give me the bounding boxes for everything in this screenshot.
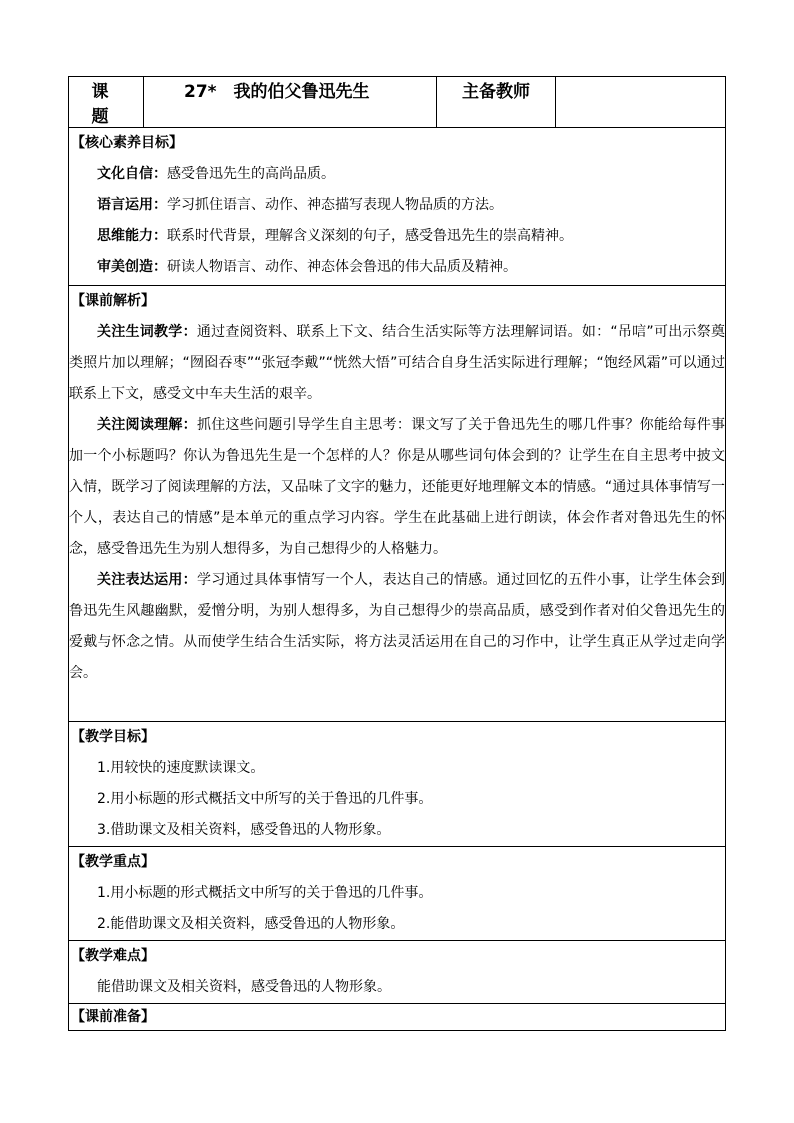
lesson-title: 27* 我的伯父鲁迅先生 (144, 77, 437, 128)
teacher-label: 主备教师 (437, 77, 556, 128)
goal-item: 2.用小标题的形式概括文中所写的关于鲁迅的几件事。 (97, 791, 433, 807)
lesson-plan-table (68, 76, 726, 1031)
core-item (69, 221, 725, 252)
analysis-para-label: 关注阅读理解： (97, 417, 197, 433)
difficulty-section-title: 【教学难点】 (71, 948, 155, 964)
focus-item: 1.用小标题的形式概括文中所写的关于鲁迅的几件事。 (97, 885, 433, 901)
core-item-text: 联系时代背景，理解含义深刻的句子，感受鲁迅先生的崇高精神。 (167, 228, 573, 244)
goal-item: 3.借助课文及相关资料，感受鲁迅的人物形象。 (97, 822, 391, 838)
prep-section-title: 【课前准备】 (71, 1009, 155, 1025)
lesson-plan-page (68, 76, 725, 1031)
focus-section-title: 【教学重点】 (71, 854, 155, 870)
core-item-text: 学习抓住语言、动作、神态描写表现人物品质的方法。 (167, 197, 503, 213)
header-row (69, 77, 726, 128)
core-item-label: 文化自信： (97, 166, 167, 182)
core-item-label: 审美创造： (97, 259, 167, 275)
analysis-para-label: 关注表达运用： (97, 572, 197, 588)
difficulty-section (69, 941, 726, 1004)
analysis-section (69, 286, 726, 722)
core-section-title: 【核心素养目标】 (71, 135, 183, 151)
prep-section (69, 1004, 726, 1031)
core-item-label: 语言运用： (97, 197, 167, 213)
core-item-text: 感受鲁迅先生的高尚品质。 (167, 166, 335, 182)
analysis-para-text: 学习通过具体事情写一个人，表达自己的情感。通过回忆的五件小事，让学生体会到鲁迅先生风趣幽默，爱憎分明，为别人想得多，为自己想得少的崇高品质，感受到作者对伯父鲁迅先生的爱戴与怀念之情。从而使学生结合生活实际，将方法灵活运用在自己的习作中，让学生真正从学过走向学会。 (69, 572, 725, 681)
core-item (69, 159, 725, 190)
analysis-para-text: 通过查阅资料、联系上下文、结合生活实际等方法理解词语。如：“吊唁”可出示祭奠类照片加以理解；“囫囵吞枣”“张冠李戴”“恍然大悟”可结合自身生活实际进行理解；“饱经风霜”可以通过联系上下文，感受文中车夫生活的艰辛。 (69, 324, 725, 402)
topic-label: 课 题 (69, 77, 144, 128)
goals-section-title: 【教学目标】 (71, 729, 155, 745)
core-section (69, 128, 726, 286)
analysis-paragraph (69, 317, 725, 410)
analysis-paragraph (69, 565, 725, 689)
analysis-para-text: 抓住这些问题引导学生自主思考：课文写了关于鲁迅先生的哪几件事？你能给每件事加一个小标题吗？你认为鲁迅先生是一个怎样的人？你是从哪些词句体会到的？让学生在自主思考中披文入情，既学习了阅读理解的方法，又品味了文字的魅力，还能更好地理解文本的情感。“通过具体事情写一个人，表达自己的情感”是本单元的重点学习内容。学生在此基础上进行朗读，体会作者对鲁迅先生的怀念，感受鲁迅先生为别人想得多，为自己想得少的人格魅力。 (69, 417, 725, 557)
analysis-section-title: 【课前解析】 (71, 293, 155, 309)
analysis-paragraph (69, 410, 725, 565)
core-item-label: 思维能力： (97, 228, 167, 244)
goal-item: 1.用较快的速度默读课文。 (97, 760, 265, 776)
focus-section (69, 847, 726, 941)
difficulty-item: 能借助课文及相关资料，感受鲁迅的人物形象。 (97, 979, 391, 995)
focus-item: 2.能借助课文及相关资料，感受鲁迅的人物形象。 (97, 916, 405, 932)
core-item-text: 研读人物语言、动作、神态体会鲁迅的伟大品质及精神。 (167, 259, 517, 275)
analysis-para-label: 关注生词教学： (97, 324, 197, 340)
core-item (69, 190, 725, 221)
core-item (69, 252, 725, 283)
goals-section (69, 722, 726, 847)
teacher-value (556, 77, 726, 128)
